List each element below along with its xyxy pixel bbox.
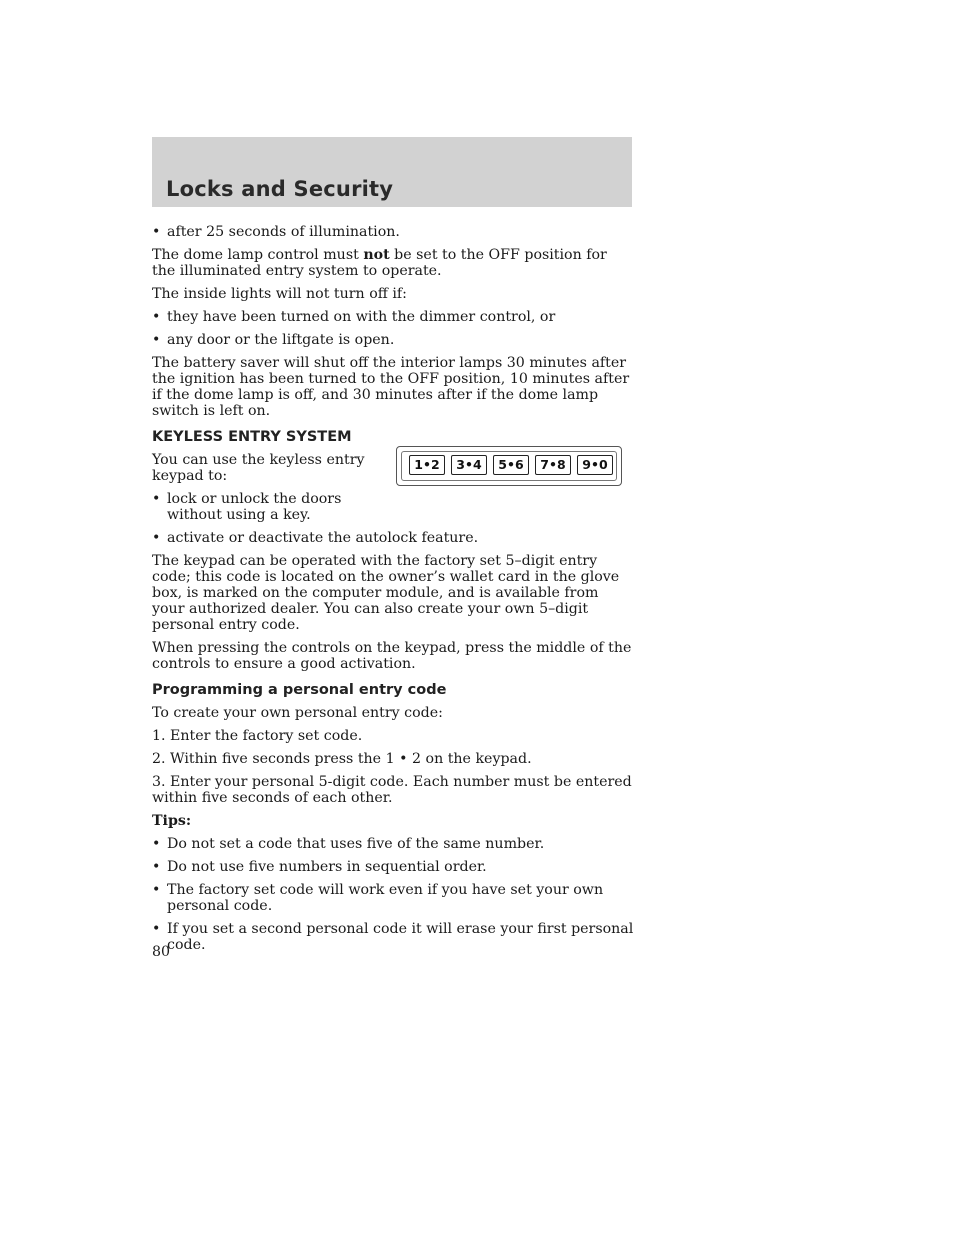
bullet-text: Do not use five numbers in sequential order. — [167, 859, 487, 875]
bullet-item: • any door or the liftgate is open. — [152, 332, 395, 348]
bullet-text: If you set a second personal code it will erase your first personal code. — [167, 921, 634, 953]
subsection-heading-programming: Programming a personal entry code — [152, 682, 447, 698]
section-heading-keyless: KEYLESS ENTRY SYSTEM — [152, 429, 352, 445]
paragraph: You can use the keyless entry keypad to: — [152, 452, 365, 484]
bullet-item: • they have been turned on with the dimmer control, or — [152, 309, 556, 325]
paragraph: When pressing the controls on the keypad, press the middle of the controls to ensure a good activation. — [152, 640, 632, 672]
bullet-item: • If you set a second personal code it will erase your first personal code. — [152, 921, 634, 953]
paragraph: The inside lights will not turn off if: — [152, 286, 407, 302]
keypad-key-9-0: 9•0 — [577, 455, 613, 475]
page-number: 80 — [152, 944, 171, 960]
bullet-text: Do not set a code that uses five of the same number. — [167, 836, 545, 852]
paragraph: The keypad can be operated with the factory set 5–digit entry code; this code is located on the owner’s wallet card in the glove box, is marked on the computer module, and is available from your authorized dealer. You can also create your own 5–digit personal entry code. — [152, 553, 620, 633]
bullet-item: • Do not use five numbers in sequential order. — [152, 859, 487, 875]
keypad-illustration — [396, 446, 622, 486]
paragraph: To create your own personal entry code: — [152, 705, 443, 721]
text: The dome lamp control must — [152, 247, 364, 263]
bullet-text: after 25 seconds of illumination. — [167, 224, 400, 240]
section-title: Locks and Security — [166, 177, 394, 201]
keypad-key-1-2: 1•2 — [409, 455, 445, 475]
section-header-band — [152, 137, 632, 207]
emphasis-text: not — [363, 247, 390, 263]
tips-label: Tips: — [152, 813, 192, 829]
keypad-key-5-6: 5•6 — [493, 455, 529, 475]
bullet-item: • Do not set a code that uses five of the same number. — [152, 836, 545, 852]
bullet-text: any door or the liftgate is open. — [167, 332, 395, 348]
bullet-item: • activate or deactivate the autolock feature. — [152, 530, 479, 546]
step-item: 2. Within five seconds press the 1 • 2 on the keypad. — [152, 751, 532, 767]
bullet-text: The factory set code will work even if you have set your own personal code. — [167, 882, 604, 914]
bullet-item: • lock or unlock the doors without using a key. — [152, 491, 342, 523]
paragraph — [152, 247, 634, 279]
paragraph: The battery saver will shut off the interior lamps 30 minutes after the ignition has been turned to the OFF position, 10 minutes after if the dome lamp is off, and 30 minutes after if the dome lamp switch is left on. — [152, 355, 630, 419]
text: be set to the OFF position for the illuminated entry system to operate. — [152, 247, 607, 279]
keypad-key-3-4: 3•4 — [451, 455, 487, 475]
keypad-key-7-8: 7•8 — [535, 455, 571, 475]
bullet-text: activate or deactivate the autolock feature. — [167, 530, 479, 546]
bullet-item: • The factory set code will work even if you have set your own personal code. — [152, 882, 604, 914]
step-item: 3. Enter your personal 5-digit code. Each number must be entered within five seconds of each other. — [152, 774, 632, 806]
bullet-item: • after 25 seconds of illumination. — [152, 224, 400, 240]
bullet-text: lock or unlock the doors without using a key. — [167, 491, 342, 523]
page-content — [152, 224, 634, 960]
step-item: 1. Enter the factory set code. — [152, 728, 363, 744]
bullet-text: they have been turned on with the dimmer control, or — [167, 309, 556, 325]
